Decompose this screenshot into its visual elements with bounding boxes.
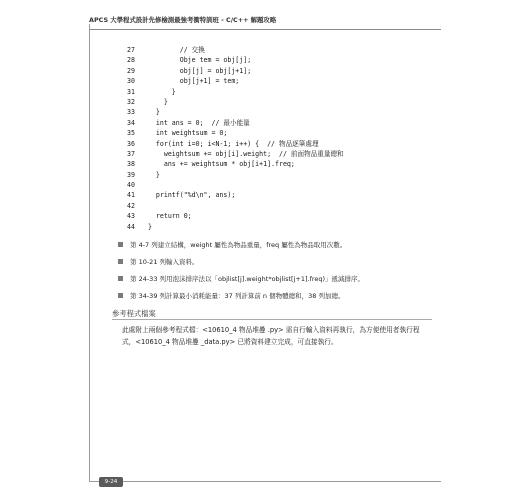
- line-code: int weightsum = 0;: [144, 129, 228, 138]
- line-code: }: [144, 170, 160, 179]
- code-line: [105, 87, 425, 97]
- running-header: APCS 大學程式設計先修檢測最強考衝特訓班 - C/C++ 解題攻略: [89, 13, 441, 30]
- line-code: // 交換: [144, 46, 205, 54]
- line-number: 29: [127, 66, 135, 75]
- left-margin-rule: [89, 24, 90, 482]
- code-line: [105, 211, 425, 221]
- line-code: printf("%d\n", ans);: [144, 191, 236, 200]
- line-number: 40: [127, 181, 135, 190]
- square-bullet-icon: [118, 276, 123, 281]
- code-line: [105, 55, 425, 65]
- line-code: Obje tem = obj[j];: [144, 56, 252, 65]
- code-line: [105, 222, 425, 232]
- line-number: 43: [127, 212, 135, 221]
- line-number: 41: [127, 191, 135, 200]
- list-item-text: 第 4-7 列建立結構，weight 屬性為物品重量，freq 屬性為物品取用次數。: [130, 241, 347, 249]
- explanation-list: [118, 239, 418, 307]
- line-code: weightsum += obj[i].weight; // 前面物品重量總和: [144, 149, 344, 158]
- section-divider: [112, 319, 432, 320]
- line-code: }: [144, 87, 176, 96]
- line-code: }: [144, 222, 152, 231]
- line-number: 37: [127, 149, 135, 158]
- line-code: return 0;: [144, 212, 192, 221]
- list-item-text: 第 10-21 列輸入資料。: [130, 258, 199, 266]
- code-line: [105, 118, 425, 128]
- list-item: [118, 273, 418, 290]
- list-item: [118, 239, 418, 256]
- code-line: [105, 45, 425, 55]
- line-code: }: [144, 108, 160, 117]
- code-line: [105, 97, 425, 107]
- code-line: [105, 107, 425, 117]
- line-code: ans += weightsum * obj[i+1].freq;: [144, 160, 295, 169]
- code-line: [105, 190, 425, 200]
- line-number: 30: [127, 77, 135, 86]
- line-code: [135, 201, 144, 211]
- line-code: obj[j+1] = tem;: [144, 77, 240, 86]
- square-bullet-icon: [118, 242, 123, 247]
- code-line: [105, 149, 425, 159]
- bottom-margin-rule: [89, 481, 441, 482]
- line-code: int ans = 0; // 最小能量: [144, 118, 250, 127]
- page-number-badge: 9-24: [99, 477, 123, 487]
- line-code: }: [144, 97, 168, 106]
- line-number: 27: [127, 46, 135, 54]
- line-number: 36: [127, 139, 135, 148]
- code-line: [105, 76, 425, 86]
- code-line: [105, 159, 425, 169]
- section-heading: 參考程式檔案: [112, 309, 156, 318]
- line-number: 33: [127, 108, 135, 117]
- line-code: for(int i=0; i<N-1; i++) { // 物品逐筆處理: [144, 139, 319, 148]
- line-number: 34: [127, 118, 135, 127]
- list-item: [118, 290, 418, 307]
- code-line: [105, 201, 425, 211]
- code-line: [105, 128, 425, 138]
- line-number: 28: [127, 56, 135, 65]
- square-bullet-icon: [118, 293, 123, 298]
- code-line: [105, 170, 425, 180]
- code-listing: [105, 45, 425, 232]
- line-number: 31: [127, 87, 135, 96]
- line-number: 44: [127, 222, 135, 231]
- square-bullet-icon: [118, 259, 123, 264]
- line-number: 39: [127, 170, 135, 179]
- line-number: 32: [127, 97, 135, 106]
- line-code: obj[j] = obj[j+1];: [144, 66, 252, 75]
- line-number: 42: [127, 201, 135, 210]
- code-line: [105, 139, 425, 149]
- line-number: 35: [127, 129, 135, 138]
- list-item: [118, 256, 418, 273]
- list-item-text: 第 34-39 列計算最小消耗能量：37 列計算前 n 個物體總和，38 列加總。: [130, 292, 345, 300]
- list-item-text: 第 24-33 列用泡沫排序法以「objlist[j].weight*objlist[j+1].freq)」遞減排序。: [130, 275, 365, 283]
- code-line: [105, 66, 425, 76]
- code-line: [105, 180, 425, 190]
- reference-files-paragraph: 此處附上兩個參考程式檔：<10610_4 物品堆疊 .py> 需自行輸入資料再執行，為方便使用者執行程式，<10610_4 物品堆疊 _data.py> 已將資料建立完成，可直接執行。: [122, 326, 420, 347]
- line-code: [135, 180, 144, 190]
- line-number: 38: [127, 160, 135, 169]
